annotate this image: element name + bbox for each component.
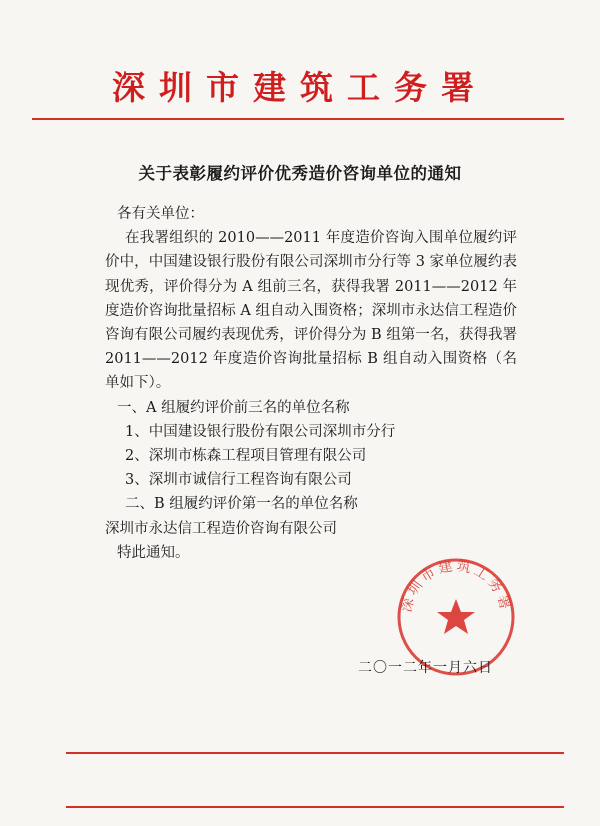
section-a-item: 1、中国建设银行股份有限公司深圳市分行 — [125, 423, 396, 440]
notice-body — [105, 202, 517, 565]
footer-divider-bottom — [66, 806, 564, 808]
section-a-item: 2、深圳市栋森工程项目管理有限公司 — [125, 448, 367, 465]
letterhead-title: 深圳市建筑工务署 — [112, 68, 488, 107]
section-a-item: 3、深圳市诚信行工程咨询有限公司 — [125, 472, 352, 489]
section-a-heading: 一、A 组履约评价前三名的单位名称 — [117, 399, 350, 416]
notice-title: 关于表彰履约评价优秀造价咨询单位的通知 — [138, 164, 462, 183]
section-b-item: 深圳市永达信工程造价咨询有限公司 — [105, 520, 337, 537]
seal-star-icon — [437, 599, 475, 634]
footer-divider-top — [66, 752, 564, 754]
body-paragraph: 在我署组织的 2010——2011 年度造价咨询入围单位履约评价中，中国建设银行股份有限公司深圳市分行等 3 家单位履约表现优秀，评价得分为 A 组前三名，获得我署 2011——2012 年度造价咨询批量招标 A 组自动入围资格；深圳市永达信工程造价咨询有限公司履约表现优秀，评价得分为 B 组第一名，获得我署 2011——2012 年度造价咨询批量招标 B 组自动入围资格（名单如下）。 — [105, 230, 517, 392]
letterhead-divider — [32, 118, 564, 120]
notice-date: 二〇一二年一月六日 — [358, 660, 493, 676]
seal-text: 深圳市建筑工务署 — [398, 557, 514, 614]
section-b-heading: 二、B 组履约评价第一名的单位名称 — [125, 496, 358, 513]
salutation: 各有关单位： — [117, 206, 204, 222]
closing-text: 特此通知。 — [117, 544, 190, 561]
